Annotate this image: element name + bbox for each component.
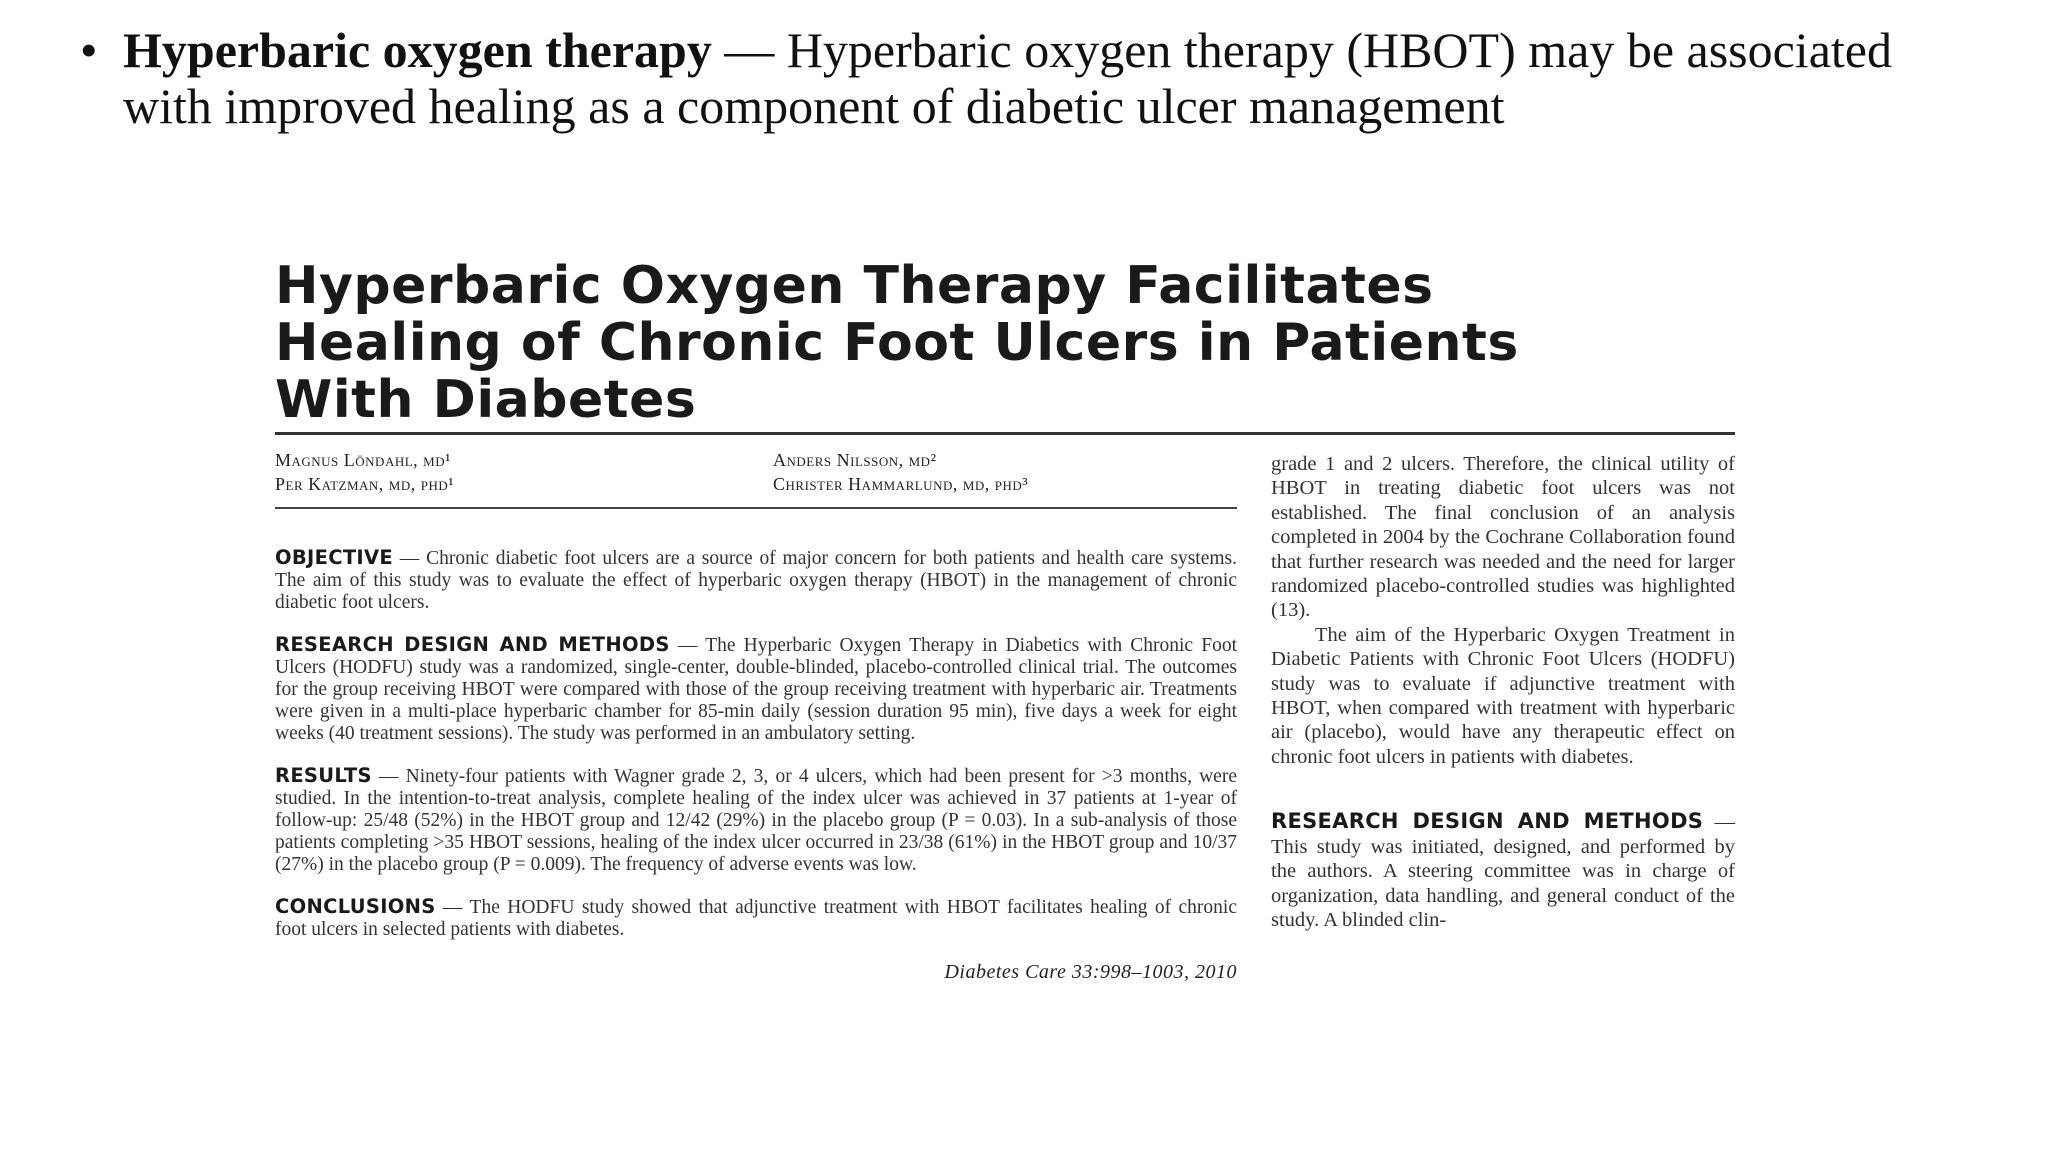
author-name: Christer Hammarlund, md, phd³ [773, 474, 1029, 494]
author-name: Anders Nilsson, md² [773, 450, 937, 470]
abstract-column [275, 448, 1237, 983]
slide-bullet [80, 22, 1980, 134]
bullet-description: — Hyperbaric oxygen therapy (HBOT) may be associated with improved healing as a component of diabetic ulcer management [123, 22, 1892, 134]
bullet-bold-term: Hyperbaric oxygen therapy [123, 22, 712, 78]
abstract-results [275, 765, 1237, 876]
article-abstract-image [275, 258, 1735, 1068]
abstract-objective [275, 547, 1237, 614]
author-name: Per Katzman, md, phd¹ [275, 474, 455, 494]
author-rule [275, 507, 1237, 509]
section-body: — Ninety-four patients with Wagner grade 2, 3, or 4 ulcers, which had been present for >3 months, were studied. In the intention-to-treat analysis, complete healing of the index ulcer was achieved in 37 patients at 1-year of follow-up: 25/48 (52%) in the HBOT group and 12/42 (29%) in the placebo group (P = 0.03). In a sub-analysis of those patients completing >35 HBOT sessions, healing of the index ulcer occurred in 23/38 (61%) in the HBOT group and 10/37 (27%) in the placebo group (P = 0.009). The frequency of adverse events was low. [275, 766, 1237, 875]
section-heading: RESEARCH DESIGN AND METHODS [1271, 809, 1704, 834]
section-body: — The Hyperbaric Oxygen Therapy in Diabetics with Chronic Foot Ulcers (HODFU) study was a randomized, single-center, double-blinded, placebo-controlled clinical trial. The outcomes for the group receiving HBOT were compared with those of the group receiving treatment with hyperbaric air. Treatments were given in a multi-place hyperbaric chamber for 85-min daily (session duration 95 min), five days a week for eight weeks (40 treatment sessions). The study was performed in an ambulatory setting. [275, 635, 1237, 744]
body-column [1271, 452, 1735, 932]
bullet-text [123, 22, 1980, 134]
section-heading: OBJECTIVE [275, 546, 393, 569]
journal-citation: Diabetes Care 33:998–1003, 2010 [944, 961, 1237, 983]
body-paragraph: The aim of the Hyperbaric Oxygen Treatment in Diabetic Patients with Chronic Foot Ulcers (HODFU) study was to evaluate if adjunctive treatment with HBOT, when compared with treatment with hyperbaric air (placebo), would have any therapeutic effect on chronic foot ulcers in patients with diabetes. [1271, 623, 1735, 768]
section-body: — This study was initiated, designed, and performed by the authors. A steering committee was in charge of organization, data handling, and general conduct of the study. A blinded clin- [1271, 811, 1736, 931]
section-body: — The HODFU study showed that adjunctive treatment with HBOT facilitates healing of chronic foot ulcers in selected patients with diabetes. [275, 897, 1237, 940]
section-heading: RESULTS [275, 764, 372, 787]
abstract-conclusions [275, 896, 1237, 941]
article-title-line: With Diabetes [275, 370, 697, 430]
section-heading: RESEARCH DESIGN AND METHODS [275, 633, 670, 656]
title-rule [275, 432, 1735, 435]
author-list [275, 448, 1237, 504]
article-title-line: Healing of Chronic Foot Ulcers in Patients [275, 313, 1519, 373]
section-body: — Chronic diabetic foot ulcers are a source of major concern for both patients and health care systems. The aim of this study was to evaluate the effect of hyperbaric oxygen therapy (HBOT) in the management of chronic diabetic foot ulcers. [275, 548, 1237, 613]
authors-right [773, 448, 1028, 496]
section-heading: CONCLUSIONS [275, 895, 436, 918]
article-title [275, 258, 1735, 429]
methods-paragraph [1271, 809, 1735, 932]
abstract-methods [275, 634, 1237, 745]
body-paragraph: grade 1 and 2 ulcers. Therefore, the clinical utility of HBOT in treating diabetic foot ulcers was not established. The final conclusion of an analysis completed in 2004 by the Cochrane Collaboration found that further research was needed and the need for larger randomized placebo-controlled studies was highlighted (13). [1271, 453, 1735, 622]
bullet-marker: • [80, 22, 98, 78]
authors-left [275, 448, 454, 496]
article-title-line: Hyperbaric Oxygen Therapy Facilitates [275, 256, 1434, 316]
author-name: Magnus Löndahl, md¹ [275, 450, 452, 470]
